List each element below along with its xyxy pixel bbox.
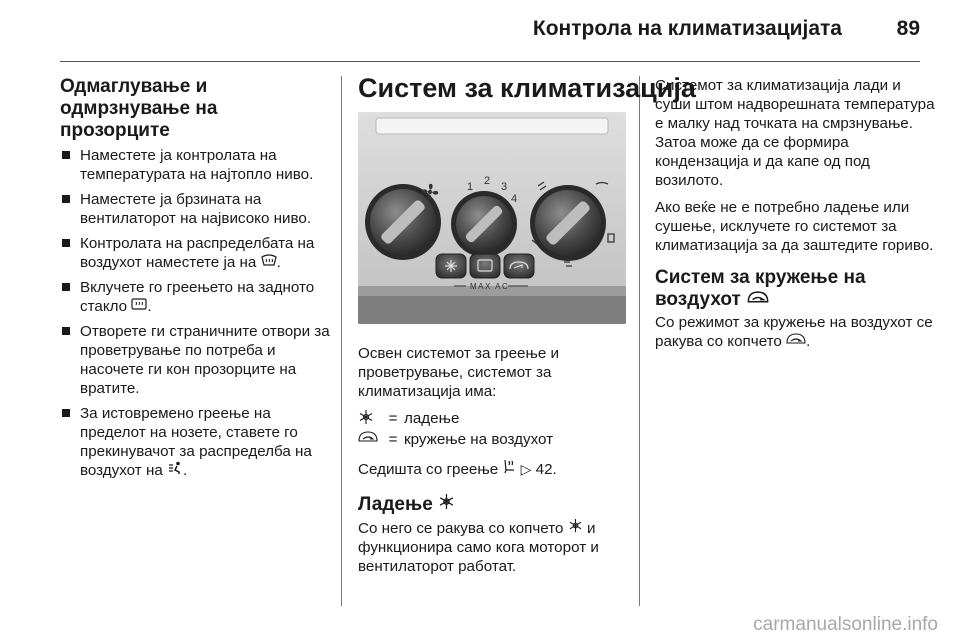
air-recirculation-icon bbox=[358, 430, 382, 449]
snowflake-icon bbox=[438, 493, 455, 516]
panel-buttons bbox=[436, 254, 534, 278]
column-ac-details bbox=[655, 76, 935, 351]
section-heading-cooling: Ладење bbox=[358, 493, 628, 516]
fan-speed-3: 3 bbox=[501, 181, 508, 193]
section-heading-defogging: Одмаглување и одмрзнување на прозорците bbox=[60, 76, 218, 141]
definition-text: кружење на воздухот bbox=[404, 431, 554, 448]
air-recirculation-icon bbox=[746, 289, 770, 311]
page-header bbox=[0, 0, 960, 60]
list-item: Вклучете го греењето на задното стакло . bbox=[60, 278, 330, 316]
air-recirculation-icon bbox=[786, 332, 806, 351]
windscreen-defrost-icon bbox=[261, 253, 277, 272]
definition-text: ладење bbox=[404, 410, 460, 427]
fan-speed-4: 4 bbox=[511, 193, 518, 205]
footwell-windscreen-icon bbox=[167, 461, 183, 480]
climate-panel-illustration bbox=[358, 112, 626, 324]
snowflake-icon bbox=[358, 409, 382, 430]
column-divider-right bbox=[639, 76, 640, 606]
fan-speed-1: 1 bbox=[467, 181, 474, 193]
ac-switch-off-text: Ако веќе не е потребно ладење или сушење, исклучете го системот за климатизација за да заштедите гориво. bbox=[655, 199, 934, 254]
heated-seats-reference: Седишта со греење ▷ 42. bbox=[358, 461, 557, 478]
list-item: Наместете ја брзината на вентилаторот на највисоко ниво. bbox=[60, 190, 330, 228]
page-number: 89 bbox=[896, 17, 920, 40]
list-item: Контролата на распределбата на воздухот наместете ја на . bbox=[60, 234, 330, 272]
ac-intro-text: Освен системот за греење и проветрување, системот за климатизација има: bbox=[358, 345, 559, 400]
max-ac-label: MAX AC bbox=[470, 282, 510, 291]
section-heading-air-conditioning: Систем за климатизација bbox=[358, 73, 696, 103]
snowflake-icon bbox=[568, 518, 583, 538]
header-divider bbox=[60, 61, 920, 62]
page-reference-arrow-icon: ▷ bbox=[520, 461, 532, 477]
symbol-definitions bbox=[358, 409, 628, 449]
section-heading-recirculation: Систем за кружење на воздухот bbox=[655, 267, 866, 310]
column-defogging bbox=[60, 76, 330, 486]
defogging-steps bbox=[60, 146, 330, 480]
column-air-conditioning bbox=[358, 73, 696, 576]
cooling-text: Со него се ракува со копчето и функционира само кога моторот и вентилаторот работат. bbox=[358, 520, 599, 575]
page-title: Контрола на климатизацијата bbox=[532, 17, 842, 40]
list-item: Отворете ги страничните отвори за проветрување по потреба и насочете ги кон прозорците на вратите. bbox=[60, 322, 330, 398]
climate-control-panel-image bbox=[358, 112, 626, 324]
heated-seat-icon bbox=[502, 459, 516, 479]
ac-operation-text: Системот за климатизација лади и суши штом надворешната температура е малку над точката на смрзнување. Затоа може да се формира кондензација и да капе од под возилото. bbox=[655, 77, 935, 189]
definition-row: = кружење на воздухот bbox=[358, 430, 628, 449]
list-item: Наместете ја контролата на температурата на најтопло ниво. bbox=[60, 146, 330, 184]
list-item: За истовремено греење на пределот на нозете, ставете го прекинувачот за распределба на воздухот на . bbox=[60, 404, 330, 480]
watermark: carmanualsonline.info bbox=[753, 614, 938, 635]
fan-speed-2: 2 bbox=[484, 175, 491, 187]
column-divider-left bbox=[341, 76, 342, 606]
rear-window-heating-icon bbox=[131, 297, 147, 316]
recirculation-text: Со режимот за кружење на воздухот се ракува со копчето . bbox=[655, 314, 933, 350]
definition-row: = ладење bbox=[358, 409, 628, 430]
